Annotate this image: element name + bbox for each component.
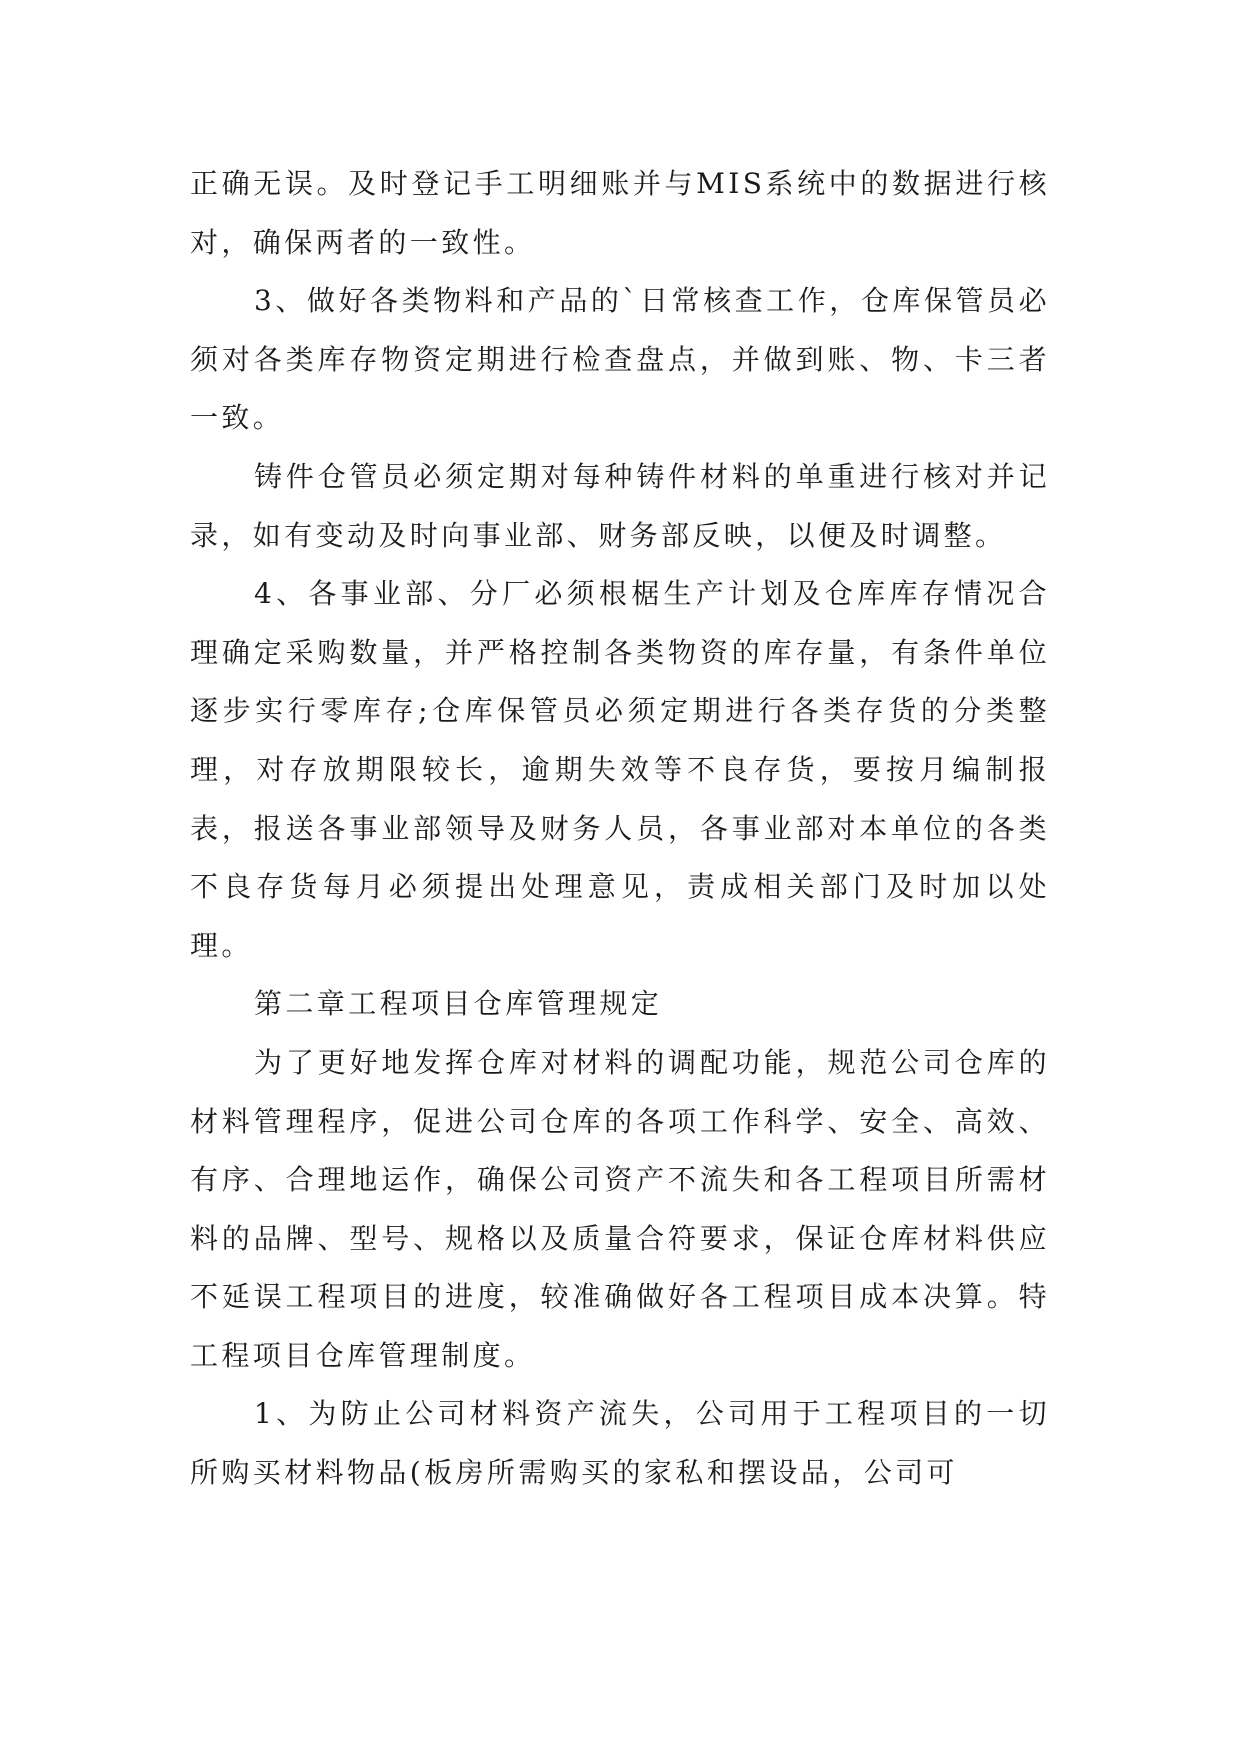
document-body	[190, 155, 1050, 1503]
chapter-heading: 第二章工程项目仓库管理规定	[254, 987, 663, 1021]
paragraph-continuation: 正确无误。及时登记手工明细账并与MIS系统中的数据进行核对，确保两者的一致性。	[190, 167, 1050, 259]
paragraph-casting-keeper: 铸件仓管员必须定期对每种铸件材料的单重进行核对并记录，如有变动及时向事业部、财务部反映，以便及时调整。	[190, 459, 1050, 552]
paragraph-item-3: 3、做好各类物料和产品的`日常核查工作，仓库保管员必须对各类库存物资定期进行检查盘点，并做到账、物、卡三者一致。	[190, 284, 1050, 435]
paragraph-chapter-intro: 为了更好地发挥仓库对材料的调配功能，规范公司仓库的材料管理程序，促进公司仓库的各项工作科学、安全、高效、有序、合理地运作，确保公司资产不流失和各工程项目所需材料的品牌、型号、规格以及质量合符要求，保证仓库材料供应不延误工程项目的进度，较准确做好各工程项目成本决算。特工程项目仓库管理制度。	[190, 1045, 1050, 1372]
paragraph-item-1: 1、为防止公司材料资产流失，公司用于工程项目的一切所购买材料物品(板房所需购买的家私和摆设品，公司可	[190, 1397, 1050, 1490]
paragraph-item-4: 4、各事业部、分厂必须根椐生产计划及仓库库存情况合理确定采购数量，并严格控制各类物资的库存量，有条件单位逐步实行零库存;仓库保管员必须定期进行各类存货的分类整理，对存放期限较长，逾期失效等不良存货，要按月编制报表，报送各事业部领导及财务人员，各事业部对本单位的各类不良存货每月必须提出处理意见，责成相关部门及时加以处理。	[190, 577, 1050, 962]
